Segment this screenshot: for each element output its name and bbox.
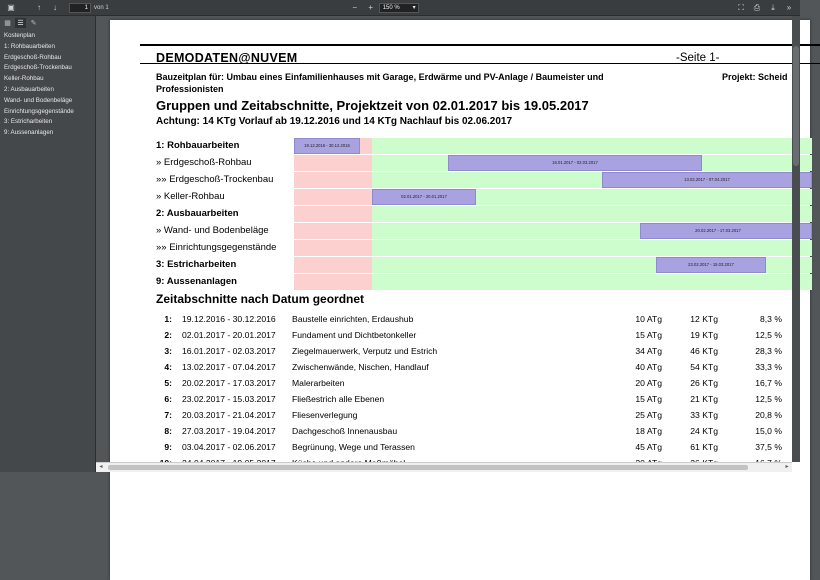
gantt-row-label: 3: Estricharbeiten xyxy=(156,259,237,270)
gantt-lead-zone xyxy=(294,155,372,171)
gantt-row-label: » Wand- und Bodenbeläge xyxy=(156,225,269,236)
table-row xyxy=(156,328,796,344)
table-row xyxy=(156,312,796,328)
attachments-tab-icon[interactable]: ✎ xyxy=(30,19,37,27)
calendar-days: 54 KTg xyxy=(690,362,718,372)
work-days: 15 ATg xyxy=(635,330,662,340)
task-description: Zwischenwände, Nischen, Handlauf xyxy=(292,362,429,372)
toolbar xyxy=(0,0,800,16)
table-row xyxy=(156,408,796,424)
horizontal-scrollbar[interactable] xyxy=(96,462,792,472)
work-days: 20 ATg xyxy=(635,378,662,388)
print-icon[interactable]: ⎙ xyxy=(753,2,761,12)
download-icon[interactable]: ⤓ xyxy=(771,2,775,12)
gantt-bar: 13.02.2017 - 07.04.2017 xyxy=(602,172,812,188)
calendar-days: 61 KTg xyxy=(690,442,718,452)
tools-menu-icon[interactable]: » xyxy=(786,2,792,12)
sidebar xyxy=(0,16,96,472)
task-description: Ziegelmauerwerk, Verputz und Estrich xyxy=(292,346,438,356)
percentage: 20,8 % xyxy=(755,410,782,420)
row-number: 7: xyxy=(164,410,172,420)
gantt-lead-zone xyxy=(294,240,372,256)
row-number: 2: xyxy=(164,330,172,340)
task-description: Malerarbeiten xyxy=(292,378,345,388)
percentage: 37,5 % xyxy=(755,442,782,452)
document-viewport[interactable] xyxy=(96,16,792,462)
gantt-project-zone xyxy=(372,206,812,222)
work-days: 45 ATg xyxy=(635,442,662,452)
brand-title: DEMODATEN@NUVEM xyxy=(156,51,298,65)
table-row xyxy=(156,360,796,376)
thumbnails-tab-icon[interactable]: ▦ xyxy=(4,19,11,27)
calendar-days: 12 KTg xyxy=(690,314,718,324)
task-description: Dachgeschoß Innenausbau xyxy=(292,426,398,436)
date-range: 13.02.2017 - 07.04.2017 xyxy=(182,362,276,372)
outline-tab-icon[interactable]: ☰ xyxy=(15,18,26,28)
row-number: 9: xyxy=(164,442,172,452)
table-row xyxy=(156,344,796,360)
calendar-days: 21 KTg xyxy=(690,394,718,404)
work-days: 25 ATg xyxy=(635,410,662,420)
gantt-row-label: » Keller-Rohbau xyxy=(156,191,225,202)
sidebar-tabs xyxy=(0,16,95,29)
horizontal-scroll-thumb[interactable] xyxy=(108,465,748,470)
percentage: 28,3 % xyxy=(755,346,782,356)
date-range: 19.12.2016 - 30.12.2016 xyxy=(182,314,276,324)
date-range: 03.04.2017 - 02.06.2017 xyxy=(182,442,276,452)
gantt-bar: 16.01.2017 - 02.03.2017 xyxy=(448,155,702,171)
document-outline xyxy=(0,29,95,139)
task-description: Begrünung, Wege und Terassen xyxy=(292,442,415,452)
outline-item[interactable]: Einrichtungsgegenstände xyxy=(4,107,74,115)
task-description: Baustelle einrichten, Erdaushub xyxy=(292,314,414,324)
percentage: 12,5 % xyxy=(755,330,782,340)
calendar-days: 19 KTg xyxy=(690,330,718,340)
percentage: 15,0 % xyxy=(755,426,782,436)
vertical-scrollbar[interactable] xyxy=(792,16,800,462)
row-number: 8: xyxy=(164,426,172,436)
row-number: 6: xyxy=(164,394,172,404)
gantt-bar: 23.02.2017 - 15.03.2017 xyxy=(656,257,766,273)
previous-page-icon[interactable]: ↑ xyxy=(37,2,41,12)
row-number: 4: xyxy=(164,362,172,372)
gantt-row-label: 2: Ausbauarbeiten xyxy=(156,208,239,219)
gantt-lead-zone xyxy=(294,172,372,188)
section-title: Zeitabschnitte nach Datum geordnet xyxy=(156,292,365,306)
gantt-row-label: 9: Aussenanlagen xyxy=(156,276,237,287)
date-range: 16.01.2017 - 02.03.2017 xyxy=(182,346,276,356)
zoom-out-icon[interactable]: − xyxy=(352,2,358,12)
task-description: Fließestrich alle Ebenen xyxy=(292,394,385,404)
gantt-lead-zone xyxy=(294,257,372,273)
percentage: 33,3 % xyxy=(755,362,782,372)
table-row xyxy=(156,376,796,392)
gantt-row-label: » Erdgeschoß-Rohbau xyxy=(156,157,252,168)
document-header xyxy=(140,44,820,64)
percentage: 16,7 % xyxy=(755,378,782,388)
outline-item[interactable]: Erdgeschoß-Trockenbau xyxy=(4,64,72,72)
plan-title: Bauzeitplan für: Umbau eines Einfamilienhauses mit Garage, Erdwärme und PV-Anlage / Baumeister und Professionisten xyxy=(156,72,604,94)
gantt-project-zone xyxy=(372,274,812,290)
zoom-in-icon[interactable]: + xyxy=(368,2,374,12)
outline-item[interactable]: Wand- und Bodenbeläge xyxy=(4,96,73,104)
gantt-row-label: »» Einrichtungsgegenstände xyxy=(156,242,277,253)
gantt-project-zone xyxy=(372,138,812,154)
date-range: 23.02.2017 - 15.03.2017 xyxy=(182,394,276,404)
task-description: Fundament und Dichtbetonkeller xyxy=(292,330,417,340)
calendar-days: 33 KTg xyxy=(690,410,718,420)
work-days: 40 ATg xyxy=(635,362,662,372)
work-days: 34 ATg xyxy=(635,346,662,356)
pdf-page xyxy=(110,20,810,580)
outline-item[interactable]: Erdgeschoß-Rohbau xyxy=(4,53,62,61)
calendar-days: 24 KTg xyxy=(690,426,718,436)
calendar-days: 26 KTg xyxy=(690,378,718,388)
page-number-input[interactable]: 1 xyxy=(69,3,91,13)
outline-item[interactable]: Kostenplan xyxy=(4,32,35,39)
subtitle-note: Achtung: 14 KTg Vorlauf ab 19.12.2016 und 14 KTg Nachlauf bis 02.06.2017 xyxy=(156,116,513,127)
gantt-lead-zone xyxy=(294,206,372,222)
gantt-project-zone xyxy=(372,240,812,256)
percentage: 12,5 % xyxy=(755,394,782,404)
toggle-sidebar-icon[interactable]: ▣ xyxy=(7,2,15,12)
gantt-row-label: »» Erdgeschoß-Trockenbau xyxy=(156,174,274,185)
row-number: 5: xyxy=(164,378,172,388)
outline-item[interactable]: 3: Estricharbeiten xyxy=(4,118,53,126)
page-label: -Seite 1- xyxy=(676,52,720,64)
work-days: 10 ATg xyxy=(635,314,662,324)
outline-item[interactable]: 2: Ausbauarbeiten xyxy=(4,85,54,93)
page-count-label: von 1 xyxy=(94,4,109,11)
gantt-bar: 20.02.2017 - 17.03.2017 xyxy=(640,223,796,239)
work-days: 15 ATg xyxy=(635,394,662,404)
table-row xyxy=(156,424,796,440)
next-page-icon[interactable]: ↓ xyxy=(53,2,57,12)
gantt-lead-zone xyxy=(294,223,372,239)
gantt-lead-zone xyxy=(294,274,372,290)
task-description: Fliesenverlegung xyxy=(292,410,358,420)
date-range: 27.03.2017 - 19.04.2017 xyxy=(182,426,276,436)
row-number: 3: xyxy=(164,346,172,356)
vertical-scroll-thumb[interactable] xyxy=(793,46,799,166)
main-title: Gruppen und Zeitabschnitte, Projektzeit von 02.01.2017 bis 19.05.2017 xyxy=(156,98,589,113)
date-range: 20.02.2017 - 17.03.2017 xyxy=(182,378,276,388)
gantt-row-label: 1: Rohbauarbeiten xyxy=(156,140,240,151)
gantt-bar: 19.12.2016 - 30.12.2016 xyxy=(294,138,360,154)
project-label: Projekt: Scheid xyxy=(722,72,788,82)
outline-item[interactable]: Keller-Rohbau xyxy=(4,75,44,83)
scroll-left-icon[interactable]: ◂ xyxy=(99,464,103,470)
table-row xyxy=(156,392,796,408)
outline-item[interactable]: 1: Rohbauarbeiten xyxy=(4,42,55,50)
date-range: 02.01.2017 - 20.01.2017 xyxy=(182,330,276,340)
percentage: 8,3 % xyxy=(760,314,782,324)
presentation-mode-icon[interactable]: ⛶ xyxy=(738,2,744,12)
table-row xyxy=(156,440,796,456)
calendar-days: 46 KTg xyxy=(690,346,718,356)
zoom-select[interactable]: 150 % ▾ xyxy=(379,3,419,13)
scroll-right-icon[interactable]: ▸ xyxy=(785,464,789,470)
gantt-bar: 02.01.2017 - 20.01.2017 xyxy=(372,189,476,205)
work-days: 18 ATg xyxy=(635,426,662,436)
date-range: 20.03.2017 - 21.04.2017 xyxy=(182,410,276,420)
row-number: 1: xyxy=(164,314,172,324)
gantt-lead-zone xyxy=(294,189,372,205)
outline-item[interactable]: 9: Aussenanlagen xyxy=(4,129,54,137)
